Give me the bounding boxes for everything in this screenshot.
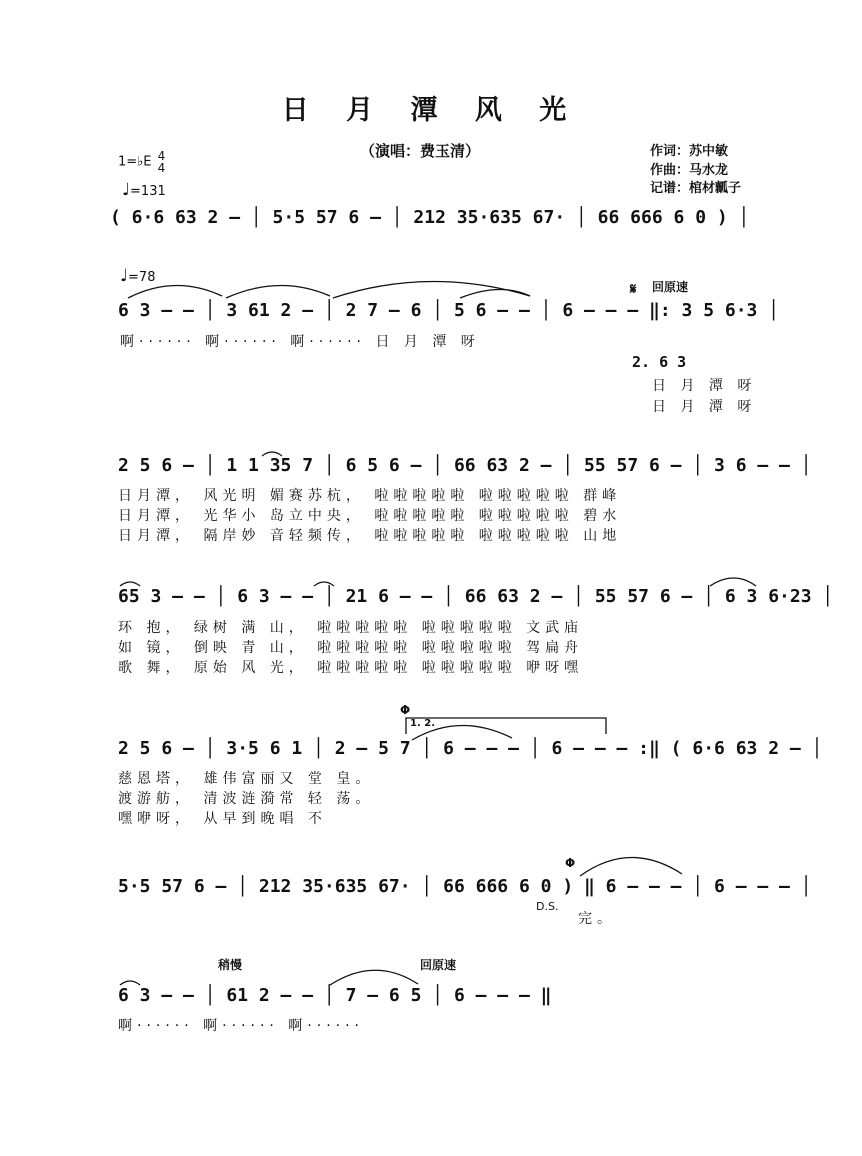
transcriber-credit: 记谱：棺材瓤子 [650,181,742,196]
lyricist-credit: 作词：苏中敏 [650,144,729,159]
slur [333,281,530,298]
song-title: 日 月 潭 风 光 [281,95,581,126]
score-system-3: 2 5 6 – │ 1 1 35 7 │ 6 5 6 – │ 66 63 2 – │ 55 57 6 – │ 3 6 – – │ [118,455,812,476]
lyric-line-2-1: 啊······ 啊······ 啊······ 日 月 潭 呀 [120,334,480,350]
time-signature-top: 4 [157,149,166,163]
second-ending-notes: 2. 6 3 [632,353,687,371]
lyric-line-7-1: 啊······ 啊······ 啊······ [118,1018,365,1034]
volta-label: 1. 2. [410,718,435,729]
quarter-note-icon: ♩ [120,266,129,286]
lyric-line-4-1: 环 抱， 绿树 满 山， 啦啦啦啦啦 啦啦啦啦啦 文武庙 [118,620,584,636]
tempo-marking-1 [122,180,166,200]
slur [128,285,222,298]
score-system-2: 6 3 – – │ 3 61 2 – │ 2 7 – 6 │ 5 6 – – │ 6 – – – ‖: 3 5 6·3 │ [118,300,780,321]
key-signature [118,150,165,174]
tempo-marking-2 [120,266,155,286]
volta-bracket [406,718,606,734]
score-system-5: 2 5 6 – │ 3·5 6 1 │ 2 – 5 7 │ 6 – – – │ 6 – – – :‖ ( 6·6 63 2 – │ [118,738,823,759]
lyric-line-3-1: 日月潭， 风光明 媚赛苏杭， 啦啦啦啦啦 啦啦啦啦啦 群峰 [118,488,622,504]
coda-sign-2: Φ [565,856,576,870]
slow-down-mark: 稍慢 [218,958,243,972]
lyric-line-3-2: 日月潭， 光华小 岛立中央， 啦啦啦啦啦 啦啦啦啦啦 碧水 [118,508,622,524]
score-system-1: ( 6·6 63 2 – │ 5·5 57 6 – │ 212 35·635 67· │ 66 666 6 0 ) │ [110,207,750,228]
score-system-6: 5·5 57 6 – │ 212 35·635 67· │ 66 666 6 0 ) ‖ 6 – – – │ 6 – – – │ [118,876,812,897]
singer-credit: （演唱：费玉清） [360,142,481,160]
score-system-4: 65 3 – – │ 6 3 – – │ 21 6 – – │ 66 63 2 – │ 55 57 6 – │ 6 3 6·23 │ [118,586,834,607]
slur [580,857,682,876]
slur [710,578,756,586]
slur [460,289,530,298]
dal-segno-mark: D.S. [536,900,559,913]
tempo-value: =131 [130,184,166,199]
quarter-note-icon: ♩ [122,180,131,200]
lyric-line-4-2: 如 镜， 倒映 青 山， 啦啦啦啦啦 啦啦啦啦啦 驾扁舟 [118,640,584,656]
composer-credit: 作曲：马水龙 [650,163,729,178]
tempo-value: =78 [128,270,156,285]
slur [330,970,418,985]
lyric-line-2-2: 日 月 潭 呀 [652,378,757,394]
lyric-line-2-3: 日 月 潭 呀 [652,399,757,415]
key-label: 1=♭E [118,154,152,170]
lyric-line-4-3: 歌 舞， 原始 风 光， 啦啦啦啦啦 啦啦啦啦啦 咿呀嘿 [118,660,584,676]
lyric-line-5-2: 渡游舫， 清波涟漪常 轻 荡。 [118,791,375,807]
lyric-line-5-1: 慈恩塔， 雄伟富丽又 堂 皇。 [118,771,375,787]
tempo-resume-1: 回原速 [652,280,689,294]
lyric-line-3-3: 日月潭， 隔岸妙 音轻频传， 啦啦啦啦啦 啦啦啦啦啦 山地 [118,528,622,544]
slur [226,285,330,298]
segno-sign: 𝄋 [630,280,637,298]
tempo-resume-2: 回原速 [420,958,457,972]
lyric-line-5-3: 嘿咿呀， 从早到晚唱 不 [118,811,327,827]
score-system-7: 6 3 – – │ 61 2 – – │ 7 – 6 5 │ 6 – – – ‖ [118,985,552,1006]
time-signature-bottom: 4 [157,161,166,175]
end-mark: 完。 [578,911,616,927]
coda-sign-1: Φ [400,703,411,717]
